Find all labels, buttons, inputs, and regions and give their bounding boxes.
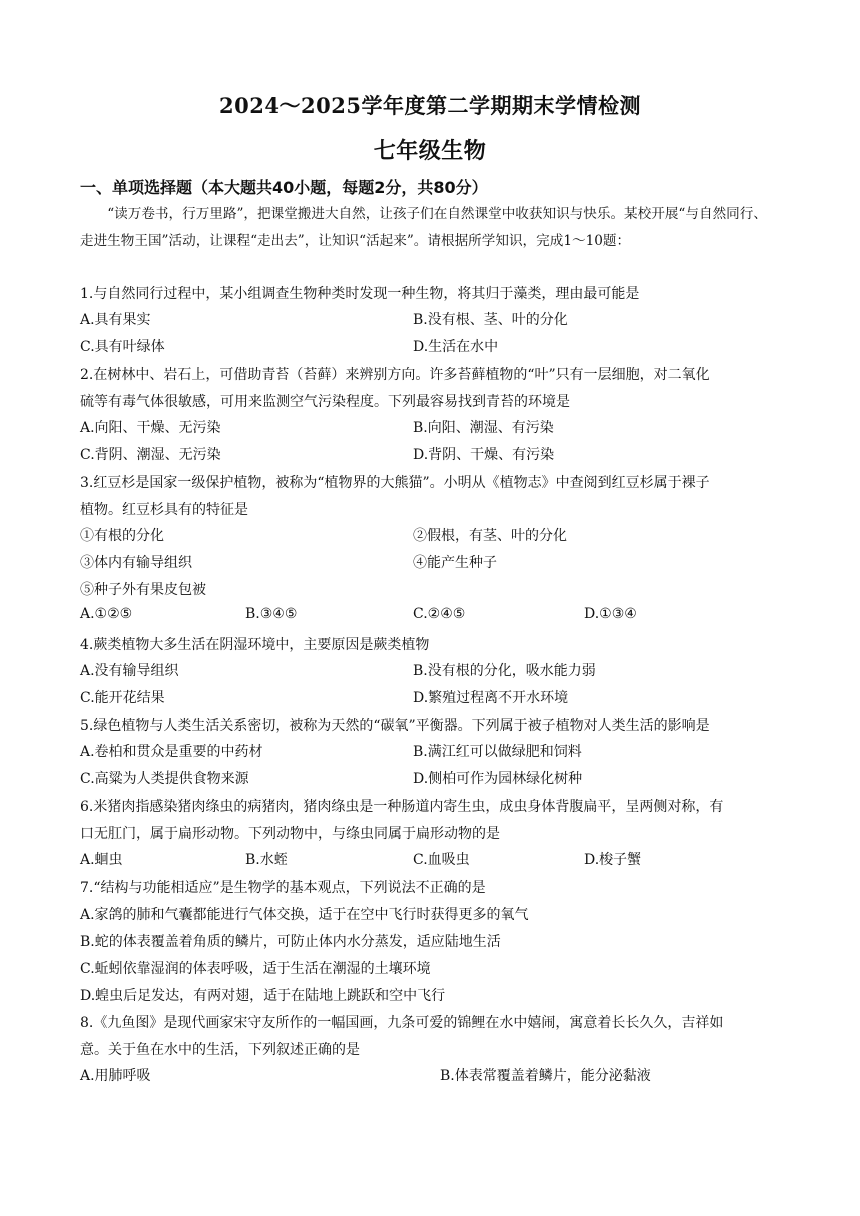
question-6-option-d: D.梭子蟹 bbox=[584, 852, 642, 868]
question-3-option-c: C.②④⑤ bbox=[413, 606, 466, 622]
question-5-options-row1 bbox=[80, 741, 780, 767]
question-3-options bbox=[80, 606, 780, 632]
question-6-option-c: C.血吸虫 bbox=[413, 852, 470, 868]
question-6-stem-line1: 6.米猪肉指感染猪肉绦虫的病猪肉，猪肉绦虫是一种肠道内寄生虫，成虫身体背腹扁平，呈两侧对称，有 bbox=[80, 799, 724, 815]
question-8-option-b: B.体表常覆盖着鳞片，能分泌黏液 bbox=[440, 1068, 651, 1084]
section-heading: 一、单项选择题（本大题共40小题，每题2分，共80分） bbox=[80, 178, 488, 197]
question-2-stem-line2: 硫等有毒气体很敏感，可用来监测空气污染程度。下列最容易找到青苔的环境是 bbox=[80, 394, 570, 410]
question-3-stem-line1: 3.红豆杉是国家一级保护植物，被称为“植物界的大熊猫”。小明从《植物志》中查阅到红豆杉属于裸子 bbox=[80, 475, 710, 491]
question-1-option-b: B.没有根、茎、叶的分化 bbox=[413, 312, 568, 328]
question-3-statement-4: ④能产生种子 bbox=[413, 555, 497, 571]
question-5-option-b: B.满江红可以做绿肥和饲料 bbox=[413, 744, 582, 760]
question-3-option-d: D.①③④ bbox=[584, 606, 637, 622]
question-4-option-c: C.能开花结果 bbox=[80, 690, 165, 706]
question-3-statements-row2 bbox=[80, 552, 780, 578]
question-5-option-c: C.高粱为人类提供食物来源 bbox=[80, 771, 249, 787]
question-3-option-a: A.①②⑤ bbox=[80, 606, 133, 622]
question-3-statements-row3 bbox=[80, 579, 780, 605]
question-4-stem: 4.蕨类植物大多生活在阴湿环境中，主要原因是蕨类植物 bbox=[80, 637, 430, 653]
question-5-stem: 5.绿色植物与人类生活关系密切，被称为天然的“碳氧”平衡器。下列属于被子植物对人类生活的影响是 bbox=[80, 718, 710, 734]
question-7-stem: 7.“结构与功能相适应”是生物学的基本观点，下列说法不正确的是 bbox=[80, 880, 486, 896]
question-8-stem-line1: 8.《九鱼图》是现代画家宋守友所作的一幅国画，九条可爱的锦鲤在水中嬉闹，寓意着长长久久，吉祥如 bbox=[80, 1015, 724, 1031]
section-intro bbox=[80, 201, 780, 254]
question-1-options-row1 bbox=[80, 309, 780, 335]
question-3-statement-1: ①有根的分化 bbox=[80, 528, 164, 544]
question-5-option-d: D.侧柏可作为园林绿化树种 bbox=[413, 771, 583, 787]
question-8-option-a: A.用肺呼吸 bbox=[80, 1068, 151, 1084]
question-6-stem-line2: 口无肛门，属于扁形动物。下列动物中，与绦虫同属于扁形动物的是 bbox=[80, 826, 500, 842]
question-1-options-row2 bbox=[80, 336, 780, 362]
question-4-option-a: A.没有输导组织 bbox=[80, 663, 179, 679]
question-8-stem-line2: 意。关于鱼在水中的生活，下列叙述正确的是 bbox=[80, 1042, 360, 1058]
question-6-option-a: A.蛔虫 bbox=[80, 852, 123, 868]
question-4-option-b: B.没有根的分化，吸水能力弱 bbox=[413, 663, 596, 679]
question-1-option-c: C.具有叶绿体 bbox=[80, 339, 165, 355]
question-3-option-b: B.③④⑤ bbox=[245, 606, 298, 622]
question-2-option-b: B.向阳、潮湿、有污染 bbox=[413, 420, 554, 436]
question-2-option-a: A.向阳、干燥、无污染 bbox=[80, 420, 221, 436]
question-1-stem: 1.与自然同行过程中，某小组调查生物种类时发现一种生物，将其归于藻类，理由最可能是 bbox=[80, 286, 640, 302]
question-2-option-c: C.背阴、潮湿、无污染 bbox=[80, 447, 221, 463]
question-1-option-d: D.生活在水中 bbox=[413, 339, 499, 355]
question-3-statement-3: ③体内有输导组织 bbox=[80, 555, 192, 571]
question-3-statement-5: ⑤种子外有果皮包被 bbox=[80, 582, 206, 598]
question-3-stem-line2: 植物。红豆杉具有的特征是 bbox=[80, 502, 248, 518]
question-4-option-d: D.繁殖过程离不开水环境 bbox=[413, 690, 569, 706]
question-4-options-row1 bbox=[80, 660, 780, 686]
question-2-stem-line1: 2.在树林中、岩石上，可借助青苔（苔藓）来辨别方向。许多苔藓植物的“叶”只有一层细胞，对二氧化 bbox=[80, 367, 710, 383]
question-8-options-row1 bbox=[80, 1065, 780, 1091]
question-5-options-row2 bbox=[80, 768, 780, 794]
question-1-option-a: A.具有果实 bbox=[80, 312, 151, 328]
question-7-option-c: C.蚯蚓依靠湿润的体表呼吸，适于生活在潮湿的土壤环境 bbox=[80, 961, 431, 977]
question-2-options-row2 bbox=[80, 444, 780, 470]
intro-text: “读万卷书，行万里路”，把课堂搬进大自然，让孩子们在自然课堂中收获知识与快乐。某校开展“与自然同行、走进生物王国”活动，让课程“走出去”，让知识“活起来”。请根据所学知识，完成1～10题： bbox=[80, 206, 767, 249]
question-6-options bbox=[80, 849, 780, 875]
question-6-option-b: B.水蛭 bbox=[245, 852, 288, 868]
question-7-option-b: B.蛇的体表覆盖着角质的鳞片，可防止体内水分蒸发，适应陆地生活 bbox=[80, 934, 501, 950]
exam-subtitle: 七年级生物 bbox=[373, 138, 487, 164]
question-4-options-row2 bbox=[80, 687, 780, 713]
question-2-options-row1 bbox=[80, 417, 780, 443]
exam-title: 2024～2025学年度第二学期期末学情检测 bbox=[219, 93, 641, 118]
question-2-option-d: D.背阴、干燥、有污染 bbox=[413, 447, 555, 463]
question-7-option-d: D.蝗虫后足发达，有两对翅，适于在陆地上跳跃和空中飞行 bbox=[80, 988, 446, 1004]
question-5-option-a: A.卷柏和贯众是重要的中药材 bbox=[80, 744, 263, 760]
question-3-statements-row1 bbox=[80, 525, 780, 551]
question-7-option-a: A.家鸽的肺和气囊都能进行气体交换，适于在空中飞行时获得更多的氧气 bbox=[80, 907, 529, 923]
question-3-statement-2: ②假根，有茎、叶的分化 bbox=[413, 528, 567, 544]
